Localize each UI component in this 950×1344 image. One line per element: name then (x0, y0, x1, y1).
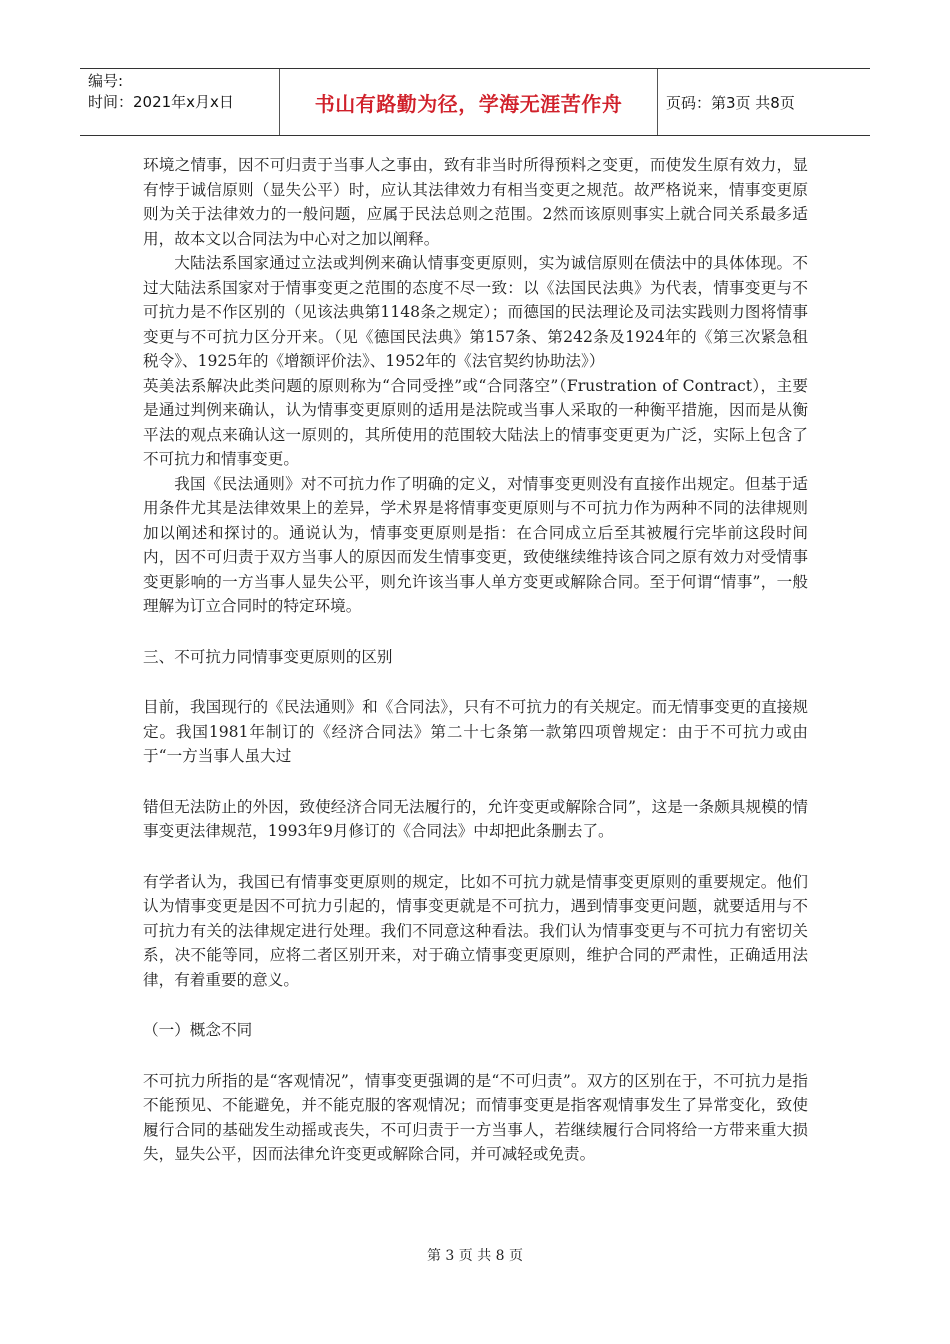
header-meta-cell (80, 69, 280, 135)
document-number-label: 编号: (88, 72, 124, 90)
paragraph-6: 错但无法防止的外因，致使经济合同无法履行的，允许变更或解除合同”，这是一条颇具规模的情事变更法律规范，1993年9月修订的《合同法》中却把此条删去了。 (143, 797, 808, 840)
subsection-heading-1: （一）概念不同 (143, 1021, 253, 1039)
page-header (80, 68, 870, 136)
header-motto: 书山有路勤为径，学海无涯苦作舟 (314, 91, 623, 116)
header-page-cell (658, 69, 870, 135)
paragraph-2: 大陆法系国家通过立法或判例来确认情事变更原则，实为诚信原则在债法中的具体体现。不过大陆法系国家对于情事变更之范围的态度不尽一致：以《法国民法典》为代表，情事变更与不可抗力是不作区别的（见该法典第1148条之规定）；而德国的民法理论及司法实践则力图将情事变更与不可抗力区分开来。（见《德国民法典》第157条、第242条及1924年的《第三次紧急租税令》、1925年的《增额评价法》、1952年的《法官契约协助法》） (143, 254, 808, 370)
document-body (143, 153, 808, 1167)
paragraph-8: 不可抗力所指的是“客观情况”，情事变更强调的是“不可归责”。双方的区别在于，不可抗力是指不能预见、不能避免，并不能克服的客观情况；而情事变更是指客观情事发生了异常变化，致使履行合同的基础发生动摇或丧失，不可归责于一方当事人，若继续履行合同将给一方带来重大损失，显失公平，因而法律允许变更或解除合同，并可减轻或免责。 (143, 1071, 808, 1163)
paragraph-3: 英美法系解决此类问题的原则称为“合同受挫”或“合同落空”（Frustration of Contract），主要是通过判例来确认，认为情事变更原则的适用是法院或当事人采取的一种衡平措施，因而是从衡平法的观点来确认这一原则的，其所使用的范围较大陆法上的情事变更更为广泛，实际上包含了不可抗力和情事变更。 (143, 376, 808, 468)
header-motto-cell (280, 69, 658, 135)
header-page-info: 页码：第3页 共8页 (666, 93, 795, 112)
paragraph-4: 我国《民法通则》对不可抗力作了明确的定义，对情事变更则没有直接作出规定。但基于适用条件尤其是法律效果上的差异，学术界是将情事变更原则与不可抗力作为两种不同的法律规则加以阐述和探讨的。通说认为，情事变更原则是指：在合同成立后至其被履行完毕前这段时间内，因不可归责于双方当事人的原因而发生情事变更，致使继续维持该合同之原有效力对受情事变更影响的一方当事人显失公平，则允许该当事人单方变更或解除合同。至于何谓“情事”，一般理解为订立合同时的特定环境。 (143, 474, 808, 615)
page-footer: 第 3 页 共 8 页 (426, 1248, 524, 1264)
paragraph-1: 环境之情事，因不可归责于当事人之事由，致有非当时所得预料之变更，而使发生原有效力，显有悖于诚信原则（显失公平）时，应认其法律效力有相当变更之规范。故严格说来，情事变更原则为关于法律效力的一般问题，应属于民法总则之范围。2然而该原则事实上就合同关系最多适用，故本文以合同法为中心对之加以阐释。 (143, 156, 808, 248)
section-heading-3: 三、不可抗力同情事变更原则的区别 (143, 647, 393, 666)
document-date: 时间：2021年x月x日 (88, 93, 234, 111)
paragraph-5: 目前，我国现行的《民法通则》和《合同法》，只有不可抗力的有关规定。而无情事变更的直接规定。我国1981年制订的《经济合同法》第二十七条第一款第四项曾规定：由于不可抗力或由于“一方当事人虽大过 (143, 698, 808, 765)
paragraph-7: 有学者认为，我国已有情事变更原则的规定，比如不可抗力就是情事变更原则的重要规定。他们认为情事变更是因不可抗力引起的，情事变更就是不可抗力，遇到情事变更问题，就要适用与不可抗力有关的法律规定进行处理。我们不同意这种看法。我们认为情事变更与不可抗力有密切关系，决不能等同，应将二者区别开来，对于确立情事变更原则，维护合同的严肃性，正确适用法律，有着重要的意义。 (143, 872, 808, 989)
